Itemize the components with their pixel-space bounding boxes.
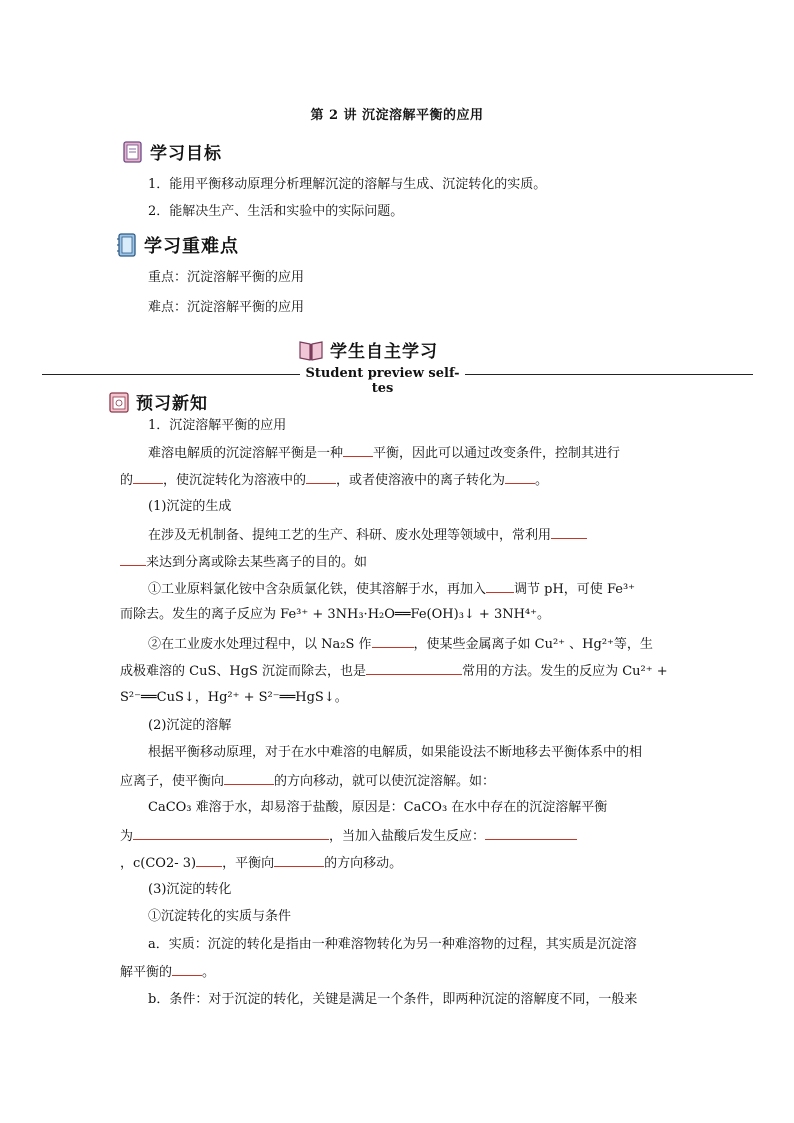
fill-blank (485, 826, 577, 840)
body-line-14 (120, 771, 680, 792)
fill-blank (120, 552, 146, 566)
text-segment: ，使沉淀转化为溶液中的 (163, 473, 307, 488)
fill-blank (551, 525, 587, 539)
page-title: 第 2 讲 沉淀溶解平衡的应用 (310, 108, 484, 123)
keypoint-difficult: 难点：沉淀溶解平衡的应用 (148, 300, 305, 315)
body-line-2 (148, 443, 708, 464)
goals-header (122, 139, 222, 164)
goals-heading: 学习目标 (150, 144, 222, 164)
text-segment: 调节 pH，可使 Fe³⁺ (514, 582, 636, 597)
text-segment: 平衡，因此可以通过改变条件，控制其进行 (373, 446, 621, 461)
text-segment: 。 (535, 473, 549, 488)
text-segment: ，当加入盐酸后发生反应： (329, 829, 486, 844)
fill-blank (366, 661, 462, 675)
text-segment: 在涉及无机制备、提纯工艺的生产、科研、废水处理等领域中，常利用 (148, 528, 552, 543)
body-line-15: CaCO₃ 难溶于水，却易溶于盐酸，原因是：CaCO₃ 在水中存在的沉淀溶解平衡 (148, 800, 608, 815)
body-line-3 (120, 470, 680, 491)
banner-rule-right (465, 374, 753, 375)
body-line-11: S²⁻══CuS↓，Hg²⁺ + S²⁻══HgS↓。 (120, 690, 348, 705)
text-segment: ，或者使溶液中的离子转化为 (336, 473, 506, 488)
fill-blank (133, 826, 329, 840)
book-icon (122, 140, 144, 164)
body-line-18: (3)沉淀的转化 (148, 882, 232, 897)
fill-blank (372, 634, 414, 648)
keypoints-heading: 学习重难点 (144, 236, 239, 257)
body-line-17 (120, 853, 680, 874)
text-segment: 。 (202, 965, 216, 980)
body-line-12: (2)沉淀的溶解 (148, 718, 232, 733)
body-line-10 (120, 661, 680, 682)
body-line-13: 根据平衡移动原理，对于在水中难溶的电解质，如果能设法不断地移去平衡体系中的相 (148, 745, 643, 760)
body-line-5 (148, 525, 708, 546)
text-segment: 难溶电解质的沉淀溶解平衡是一种 (148, 446, 344, 461)
keypoint-important: 重点：沉淀溶解平衡的应用 (148, 270, 305, 285)
fill-blank (343, 443, 373, 457)
banner-rule-left (42, 374, 300, 375)
self-study-heading: 学生自主学习 (330, 342, 438, 362)
self-study-header (298, 337, 438, 362)
open-book-icon (298, 338, 324, 362)
text-segment: ，c(CO2- 3) (120, 856, 197, 871)
text-segment: 来达到分离或除去某些离子的目的。如 (146, 555, 368, 570)
text-segment: ，使某些金属离子如 Cu²⁺ 、Hg²⁺等，生 (413, 637, 653, 652)
fill-blank (274, 853, 324, 867)
text-segment: 常用的方法。发生的反应为 Cu²⁺ + (462, 664, 668, 679)
body-line-16 (120, 826, 680, 847)
calendar-icon (108, 390, 130, 414)
fill-blank (196, 853, 222, 867)
text-segment: ②在工业废水处理过程中，以 Na₂S 作 (148, 637, 372, 652)
text-segment: ，平衡向 (222, 856, 275, 871)
body-line-22: b．条件：对于沉淀的转化，关键是满足一个条件，即两种沉淀的溶解度不同，一般来 (148, 992, 638, 1007)
fill-blank (505, 470, 535, 484)
body-line-20: a．实质：沉淀的转化是指由一种难溶物转化为另一种难溶物的过程，其实质是沉淀溶 (148, 937, 637, 952)
body-line-1: 1．沉淀溶解平衡的应用 (148, 418, 287, 433)
text-segment: ①工业原料氯化铵中含杂质氯化铁，使其溶解于水，再加入 (148, 582, 487, 597)
text-segment: 应离子，使平衡向 (120, 774, 225, 789)
body-line-8: 而除去。发生的离子反应为 Fe³⁺ + 3NH₃·H₂O══Fe(OH)₃↓ + 3NH⁴⁺。 (120, 607, 551, 622)
text-segment: 的 (120, 473, 134, 488)
body-line-19: ①沉淀转化的实质与条件 (148, 909, 292, 924)
fill-blank (486, 579, 514, 593)
notebook-icon (116, 233, 138, 257)
fill-blank (133, 470, 163, 484)
preview-header (108, 389, 208, 414)
body-line-6 (120, 552, 680, 573)
body-line-21 (120, 962, 680, 983)
goal-1: 1．能用平衡移动原理分析理解沉淀的溶解与生成、沉淀转化的实质。 (148, 177, 547, 192)
body-line-4: (1)沉淀的生成 (148, 499, 232, 514)
keypoints-header (116, 232, 239, 258)
body-line-7 (148, 579, 708, 600)
preview-heading: 预习新知 (136, 394, 208, 414)
fill-blank (172, 962, 202, 976)
text-segment: 的方向移动。 (324, 856, 403, 871)
text-segment: 解平衡的 (120, 965, 173, 980)
self-study-subtitle: Student preview self-tes (305, 366, 460, 396)
text-segment: 成极难溶的 CuS、HgS 沉淀而除去，也是 (120, 664, 367, 679)
fill-blank (224, 771, 274, 785)
body-line-9 (148, 634, 708, 655)
fill-blank (306, 470, 336, 484)
text-segment: 的方向移动，就可以使沉淀溶解。如： (274, 774, 496, 789)
goal-2: 2．能解决生产、生活和实验中的实际问题。 (148, 204, 404, 219)
text-segment: 为 (120, 829, 134, 844)
